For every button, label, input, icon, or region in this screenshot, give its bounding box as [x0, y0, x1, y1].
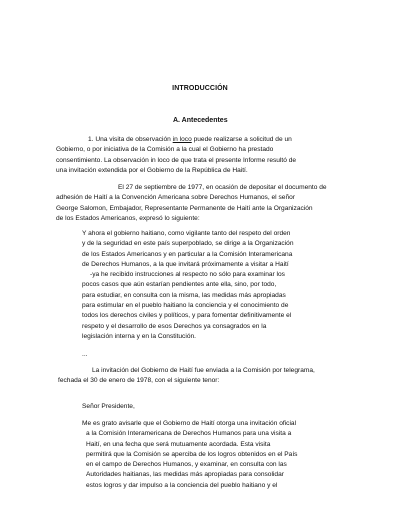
paragraph-line: una invitación extendida por el Gobierno de la República de Haití.	[56, 166, 248, 174]
quote-line: en el campo de Derechos Humanos, y examinar, en consulta con las	[86, 461, 287, 469]
paragraph-line: George Salomon, Embajador, Representante Permanente de Haití ante la Organización	[56, 204, 313, 212]
salutation: Señor Presidente,	[82, 403, 135, 410]
block-quote-1	[82, 229, 340, 342]
quote-line: a la Comisión Interamericana de Derechos Humanos para una visita a	[86, 430, 292, 438]
quote-line: Haití, en una fecha que será mutuamente acordada. Esta visita	[86, 440, 271, 448]
quote-line: y de la seguridad en este país superpoblado, se dirige a la Organización	[82, 240, 294, 248]
paragraph-1	[56, 135, 346, 176]
quote-line: de los Estados Americanos y en particular a la Comisión Interamericana	[82, 250, 293, 258]
quote-line: permitirá que la Comisión se aperciba de los logros obtenidos en el País	[86, 450, 298, 458]
section-heading: A. Antecedentes	[173, 117, 228, 124]
quote-line: para estimular en el pueblo haitiano la conciencia y el conocimiento de	[82, 302, 289, 310]
quote-line: de Derechos Humanos, a la que invitará próximamente a visitar a Haití	[82, 260, 289, 268]
paragraph-line: Gobierno, o por iniciativa de la Comisión a la cual el Gobierno ha prestado	[56, 146, 274, 154]
paragraph-line: adhesión de Haití a la Convención Americana sobre Derechos Humanos, el señor	[56, 194, 295, 202]
paragraph-line: consentimiento. La observación in loco de que trata el presente Informe resultó de	[56, 156, 297, 164]
quote-line: respeto y el desarrollo de esos Derechos ya consagrados en la	[82, 322, 267, 330]
ellipsis: ...	[82, 351, 88, 358]
paragraph-line: La invitación del Gobierno de Haití fue enviada a la Comisión por telegrama,	[92, 367, 315, 374]
quote-line: -ya he recibido instrucciones al respecto no sólo para examinar los	[90, 271, 285, 279]
quote-line: legislación interna y en la Constitución.	[82, 332, 196, 340]
quote-line: todos los derechos civiles y políticos, y para fomentar definitivamente el	[82, 312, 292, 320]
quote-line: Y ahora el gobierno haitiano, como vigilante tanto del respeto del orden	[82, 230, 291, 237]
quote-line: Me es grato avisarle que el Gobierno de Haití otorga una invitación oficial	[82, 420, 297, 427]
document-title: INTRODUCCIÓN	[172, 85, 228, 92]
paragraph-line: fechada el 30 de enero de 1978, con el siguiente tenor:	[58, 377, 220, 385]
quote-line: Autoridades haitianas, las medidas más apropiadas para consolidar	[86, 471, 284, 479]
paragraph-line: El 27 de septiembre de 1977, en ocasión de depositar el documento de	[118, 184, 327, 191]
quote-line: para estudiar, en consulta con la misma, las medidas más apropiadas	[82, 291, 286, 299]
quote-line: estos logros y dar impulso a la conciencia del pueblo haitiano y el	[86, 481, 278, 489]
paragraph-2	[56, 183, 346, 224]
paragraph-3	[58, 366, 344, 387]
quote-line: pocos casos que aún estarían pendientes ante ella, sino, por todo,	[82, 281, 277, 289]
paragraph-line: de los Estados Americanos, expresó lo siguiente:	[56, 214, 200, 222]
block-quote-2	[82, 419, 344, 491]
paragraph-line: 1. Una visita de observación in loco puede realizarse a solicitud de un	[88, 136, 292, 143]
